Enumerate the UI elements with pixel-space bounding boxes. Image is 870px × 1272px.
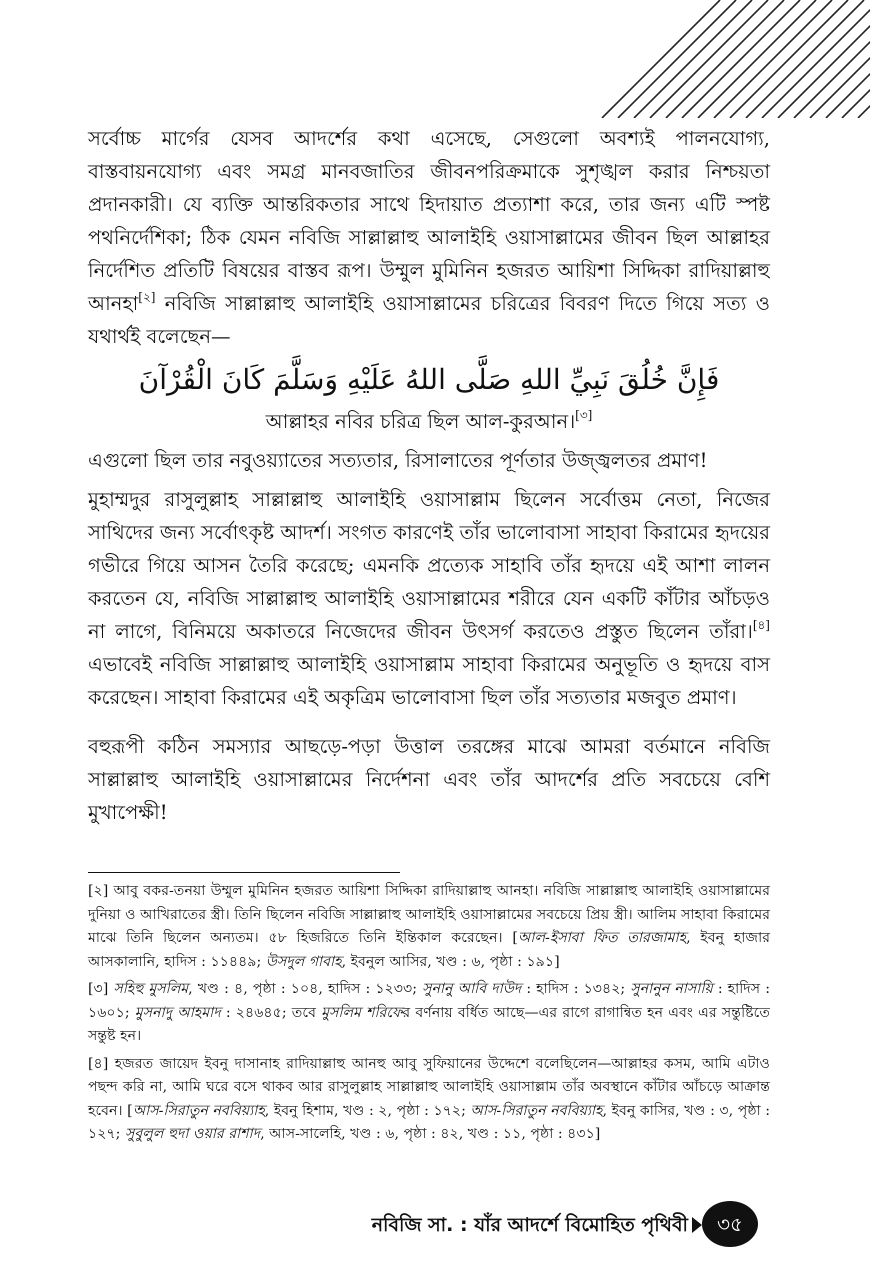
paragraph-3: মুহাম্মদুর রাসুলুল্লাহ সাল্লাল্লাহু আলাইহি ওয়াসাল্লাম ছিলেন সর্বোত্তম নেতা, নিজের সাথিদের জন্য সর্বোৎকৃষ্ট আদর্শ। সংগত কারণেই তাঁর ভালোবাসা সাহাবা কিরামের হৃদয়ের গভীরে গিয়ে আসন তৈরি করেছে; এমনকি প্রত্যেক সাহাবি তাঁর হৃদয়ে এই আশা লালন করতেন যে, নবিজি সাল্লাল্লাহু আলাইহি ওয়াসাল্লামের শরীরে যেন একটি কাঁটার আঁচড়ও না লাগে, বিনিময়ে অকাতরে নিজেদের জীবন উৎসর্গ করতেও প্রস্তুত ছিলেন তাঁরা।[৪] এভাবেই নবিজি সাল্লাল্লাহু আলাইহি ওয়াসাল্লাম সাহাবা কিরামের অনুভূতি ও হৃদয়ে বাস করেছেন। সাহাবা কিরামের এই অকৃত্রিম ভালোবাসা ছিল তাঁর সত্যতার মজবুত প্রমাণ। — [88, 488, 770, 709]
footnote-divider — [88, 872, 400, 873]
paragraph-2: এগুলো ছিল তার নবুওয়্যাতের সত্যতার, রিসালাতের পূর্ণতার উজ্জ্বলতর প্রমাণ! — [88, 449, 708, 472]
footnote-3: [৩] সহিহু মুসলিম, খণ্ড : ৪, পৃষ্ঠা : ১০৪, হাদিস : ১২৩৩; সুনানু আবি দাউদ : হাদিস : ১৩৪২; সুনানুন নাসায়ি : হাদিস : ১৬০১; মুসনাদু আহমাদ : ২৪৬৪৫; তবে মুসলিম শরিফের বর্ণনায় বর্ধিত আছে—এর রাগে রাগান্বিত হন এবং এর সন্তুষ্টিতে সন্তুষ্ট হন। — [88, 981, 770, 1044]
arrow-right-icon — [692, 1217, 702, 1233]
footnotes — [88, 880, 770, 1151]
running-footer-title: নবিজি সা. : যাঁর আদর্শে বিমোহিত পৃথিবী — [371, 1214, 688, 1236]
footnote-ref-4: [৪] — [752, 617, 770, 632]
decorative-stripes — [470, 0, 870, 118]
footnote-2: [২] আবু বকর-তনয়া উম্মুল মুমিনিন হজরত আয়িশা সিদ্দিকা রাদিয়াল্লাহু আনহা। নবিজি সাল্লাল্লাহু আলাইহি ওয়াসাল্লামের দুনিয়া ও আখিরাতের স্ত্রী। তিনি ছিলেন নবিজি সাল্লাল্লাহু আলাইহি ওয়াসাল্লামের সবচেয়ে প্রিয় স্ত্রী। আলিম সাহাবা কিরামের মাঝে তিনি ছিলেন অন্যতম। ৫৮ হিজরিতে তিনি ইন্তিকাল করেছেন। [আল-ইসাবা ফিত তারজামাহ, ইবনু হাজার আসকালানি, হাদিস : ১১৪৪৯; উসদুল গাবাহ, ইবনুল আসির, খণ্ড : ৬, পৃষ্ঠা : ১৯১] — [88, 883, 770, 970]
paragraph-4: বহুরূপী কঠিন সমস্যার আছড়ে-পড়া উত্তাল তরঙ্গের মাঝে আমরা বর্তমানে নবিজি সাল্লাল্লাহু আলাইহি ওয়াসাল্লামের নির্দেশনা এবং তাঁর আদর্শের প্রতি সবচেয়ে বেশি মুখাপেক্ষী! — [88, 735, 770, 824]
page-number: ৩৫ — [702, 1201, 758, 1247]
footnote-ref-3: [৩] — [575, 407, 593, 422]
footnote-4: [৪] হজরত জায়েদ ইবনু দাসানাহ রাদিয়াল্লাহু আনহু আবু সুফিয়ানের উদ্দেশে বলেছিলেন—আল্লাহর কসম, আমি এটাও পছন্দ করি না, আমি ঘরে বসে থাকব আর রাসুলুল্লাহ সাল্লাল্লাহু আলাইহি ওয়াসাল্লাম তাঁর অবস্থানে কাঁটার আঁচড়ে আক্রান্ত হবেন। [আস-সিরাতুন নববিয়্যাহ, ইবনু হিশাম, খণ্ড : ২, পৃষ্ঠা : ১৭২; আস-সিরাতুন নববিয়্যাহ, ইবনু কাসির, খণ্ড : ৩, পৃষ্ঠা : ১২৭; সুবুলুল হুদা ওয়ার রাশাদ, আস-সালেহি, খণ্ড : ৬, পৃষ্ঠা : ৪২, খণ্ড : ১১, পৃষ্ঠা : ৪৩১] — [88, 1055, 771, 1142]
quote-translation: আল্লাহর নবির চরিত্র ছিল আল-কুরআন।[৩] — [265, 407, 593, 433]
body-text — [88, 122, 770, 829]
footnote-ref-2: [২] — [138, 289, 156, 304]
paragraph-1: সর্বোচ্চ মার্গের যেসব আদর্শের কথা এসেছে, সেগুলো অবশ্যই পালনযোগ্য, বাস্তবায়নযোগ্য এবং সমগ্র মানবজাতির জীবনপরিক্রমাকে সুশৃঙ্খল করার নিশ্চয়তা প্রদানকারী। যে ব্যক্তি আন্তরিকতার সাথে হিদায়াত প্রত্যাশা করে, তার জন্য এটি স্পষ্ট পথনির্দেশিকা; ঠিক যেমন নবিজি সাল্লাল্লাহু আলাইহি ওয়াসাল্লামের জীবন ছিল আল্লাহর নির্দেশিত প্রতিটি বিষয়ের বাস্তব রূপ। উম্মুল মুমিনিন হজরত আয়িশা সিদ্দিকা রাদিয়াল্লাহু আনহা[২] নবিজি সাল্লাল্লাহু আলাইহি ওয়াসাল্লামের চরিত্রের বিবরণ দিতে গিয়ে সত্য ও যথার্থই বলেছেন— — [88, 127, 770, 348]
arabic-quote: فَإِنَّ خُلُقَ نَبِيِّ اللهِ صَلَّى اللهُ عَلَيْهِ وَسَلَّمَ كَانَ الْقُرْآنَ — [138, 363, 720, 396]
